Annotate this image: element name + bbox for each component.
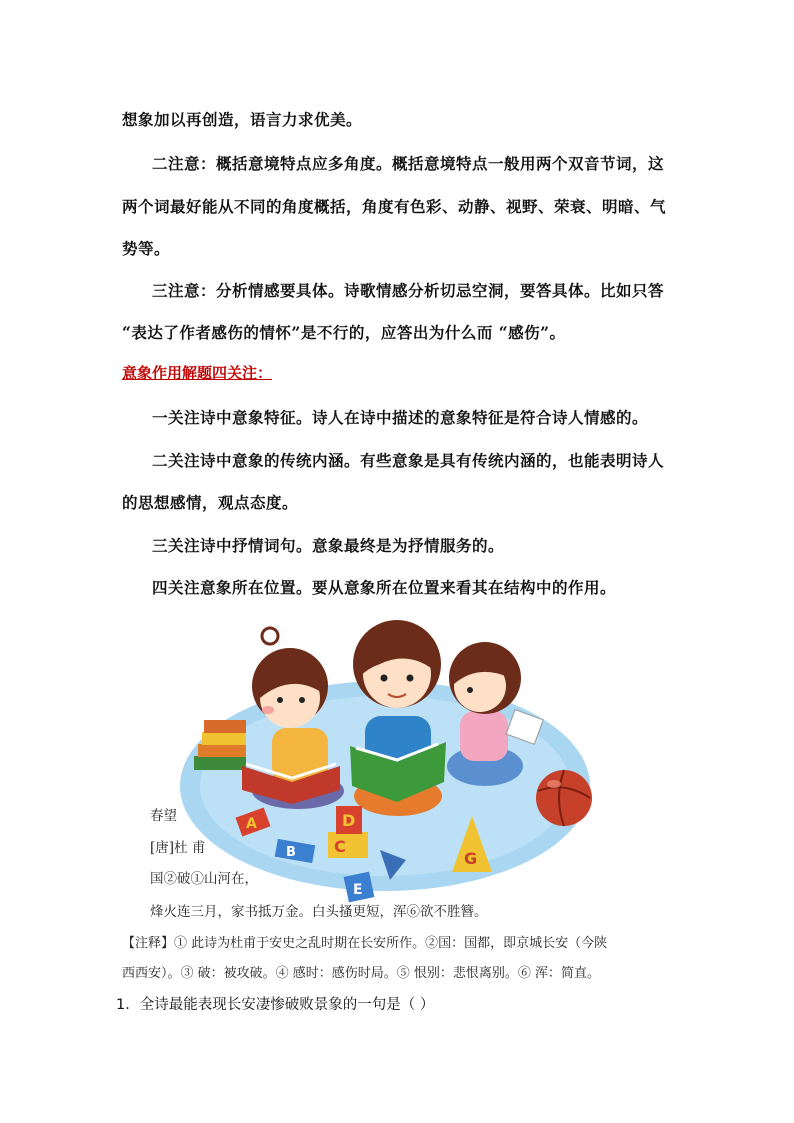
poem-author: [唐]杜 甫 — [150, 840, 206, 856]
text-line: 三注意：分析情感要具体。诗歌情感分析切忌空洞，要答具体。比如只答 — [152, 281, 665, 300]
focus-point: 一关注诗中意象特征。诗人在诗中描述的意象特征是符合诗人情感的。 — [152, 408, 649, 427]
text-line: 二注意：概括意境特点应多角度。概括意境特点一般用两个双音节词，这 — [152, 154, 665, 173]
question-1: 1．全诗最能表现长安凄惨破败景象的一句是（ ） — [116, 997, 435, 1013]
poem-title: 春望 — [150, 808, 177, 824]
text-line: “表达了作者感伤的情怀”是不行的，应答出为什么而 “感伤”。 — [122, 323, 566, 342]
focus-point: 三关注诗中抒情词句。意象最终是为抒情服务的。 — [152, 536, 505, 555]
children-reading-illustration — [180, 606, 610, 906]
text-line: 势等。 — [122, 239, 171, 258]
focus-point-cont: 的思想感情，观点态度。 — [122, 493, 299, 512]
text-line: 想象加以再创造，语言力求优美。 — [122, 110, 363, 129]
poem-line: 烽火连三月，家书抵万金。白头搔更短，浑⑥欲不胜簪。 — [150, 904, 488, 920]
svg-text:E: E — [353, 882, 363, 898]
svg-text:G: G — [464, 849, 478, 868]
section-heading: 意象作用解题四关注： — [122, 364, 273, 382]
annotation-line: 西西安）。③ 破：被攻破。④ 感时：感伤时局。⑤ 恨别：悲恨离别。⑥ 浑：简直。 — [122, 966, 601, 981]
ball-icon — [536, 770, 592, 826]
svg-text:A: A — [246, 816, 257, 832]
focus-point: 四关注意象所在位置。要从意象所在位置来看其在结构中的作用。 — [152, 578, 617, 597]
svg-text:C: C — [334, 837, 346, 856]
letter-block-e — [344, 872, 375, 903]
text-line: 两个词最好能从不同的角度概括，角度有色彩、动静、视野、荣衰、明暗、气 — [122, 197, 667, 216]
svg-text:D: D — [342, 811, 356, 830]
book-stack-icon — [194, 720, 246, 770]
letter-block-c — [328, 832, 368, 858]
letter-block-d — [336, 806, 362, 834]
poem-line: 国②破①山河在， — [150, 871, 258, 887]
annotation-line: 【注释】① 此诗为杜甫于安史之乱时期在长安所作。②国：国都，即京城长安（今陕 — [122, 936, 608, 951]
svg-text:B: B — [286, 845, 296, 860]
focus-point: 二关注诗中意象的传统内涵。有些意象是具有传统内涵的，也能表明诗人 — [152, 451, 665, 470]
